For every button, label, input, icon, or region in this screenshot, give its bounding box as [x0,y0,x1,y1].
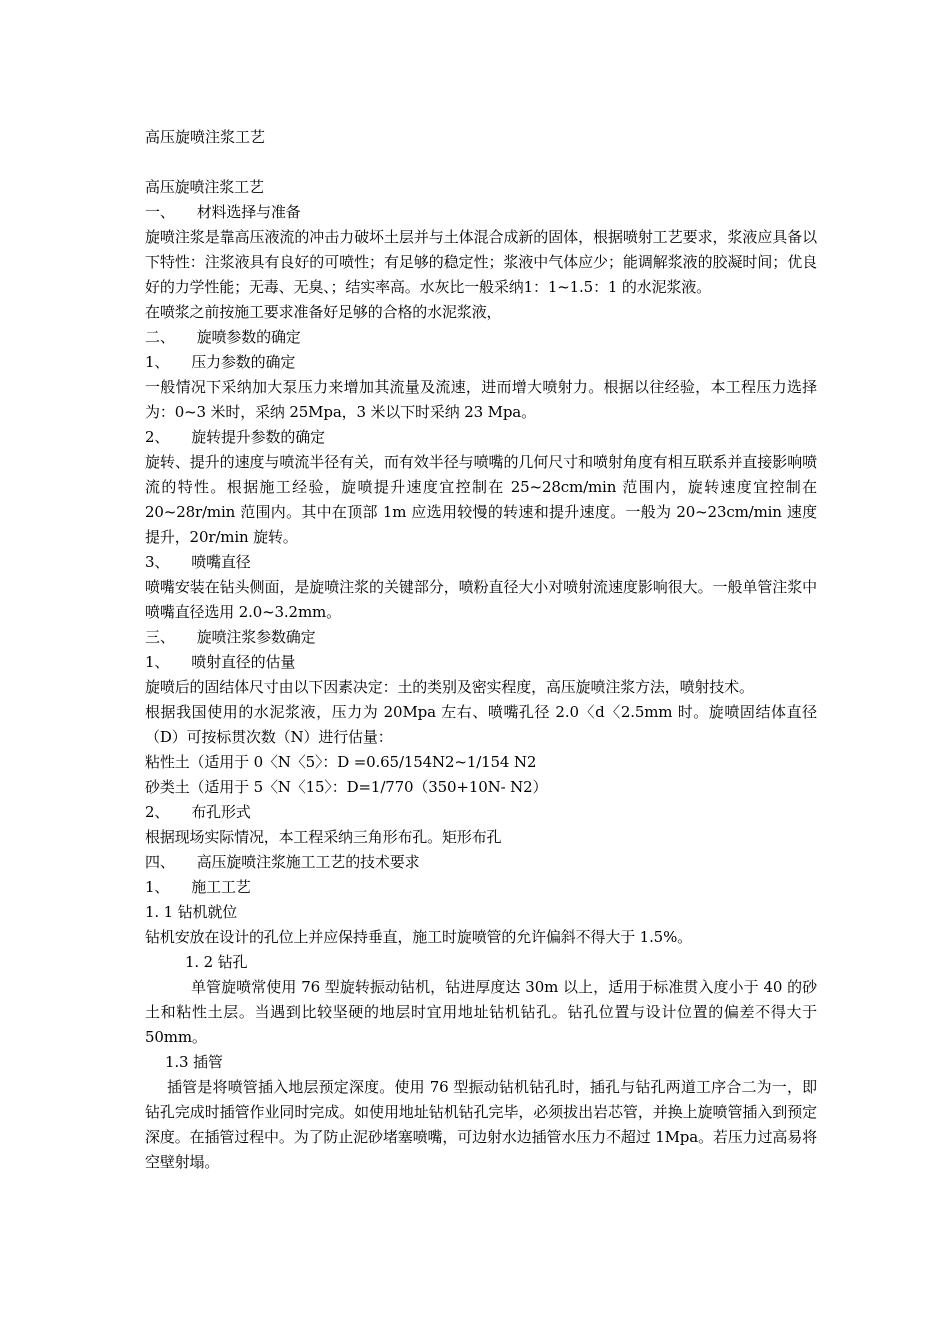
subsection-title: 压力参数的确定 [191,353,296,371]
paragraph: 插管是将喷管插入地层预定深度。使用 76 型振动钻机钻孔时，插孔与钻孔两道工序合二为一，即钻孔完成时插管作业同时完成。如使用地址钻机钻孔完毕，必须拔出岩芯管，并换上旋喷管插入到预定深度。在插管过程中。为了防止泥砂堵塞喷嘴，可边射水边插管水压力不超过 1Mpa。若压力过高易将空壁射塌。 [145,1078,817,1171]
subsection-title: 布孔形式 [191,803,251,821]
subsection-heading [145,350,817,375]
subsection-number: 2、 [145,803,170,821]
document-body [145,175,817,1175]
paragraph: 钻机安放在设计的孔位上并应保持垂直，施工时旋喷管的允许偏斜不得大于 1.5%。 [145,928,693,946]
document-subtitle: 高压旋喷注浆工艺 [145,178,264,196]
section-number: 二、 [145,328,175,346]
section-title: 旋喷参数的确定 [196,328,301,346]
section-number: 三、 [145,628,175,646]
sub-subsection-heading: 1. 1 钻机就位 [145,903,238,921]
paragraph: 根据现场实际情况，本工程采纳三角形布孔。矩形布孔 [145,828,502,846]
paragraph: 一般情况下采纳加大泵压力来增加其流量及流速，进而增大喷射力。根据以往经验，本工程压力选择为：0~3 米时，采纳 25Mpa，3 米以下时采纳 23 Mpa。 [145,378,817,421]
paragraph: 根据我国使用的水泥浆液，压力为 20Mpa 左右、喷嘴孔径 2.0〈d〈2.5mm 时。旋喷固结体直径（D）可按标贯次数（N）进行估量： [145,703,817,746]
section-title: 材料选择与准备 [196,203,301,221]
subsection-number: 3、 [145,553,170,571]
section-title: 旋喷注浆参数确定 [196,628,316,646]
paragraph: 旋喷后的固结体尺寸由以下因素决定：土的类别及密实程度，高压旋喷注浆方法，喷射技术。 [145,678,754,696]
subsection-number: 1、 [145,878,170,896]
paragraph: 在喷浆之前按施工要求准备好足够的合格的水泥浆液， [145,303,502,321]
sub-subsection-heading: 1.3 插管 [165,1053,223,1071]
section-heading-2 [145,325,817,350]
subsection-heading [145,550,817,575]
subsection-title: 旋转提升参数的确定 [191,428,325,446]
subsection-heading [145,425,817,450]
section-number: 一、 [145,203,175,221]
subsection-heading [145,875,817,900]
subsection-heading [145,800,817,825]
paragraph: 单管旋喷常使用 76 型旋转振动钻机，钻进厚度达 30m 以上，适用于标准贯入度小于 40 的砂土和粘性土层。当遇到比较坚硬的地层时宜用地址钻机钻孔。钻孔位置与设计位置的偏差不得大于 50mm。 [145,978,817,1046]
paragraph: 旋喷注浆是靠高压液流的冲击力破坏土层并与土体混合成新的固体，根据喷射工艺要求，浆液应具备以下特性：注浆液具有良好的可喷性；有足够的稳定性；浆液中气体应少；能调解浆液的胶凝时间；优良好的力学性能；无毒、无臭、；结实率高。水灰比一般采纳1：1~1.5：1 的水泥浆液。 [145,228,817,296]
subsection-number: 1、 [145,653,170,671]
subsection-title: 施工工艺 [191,878,251,896]
paragraph: 旋转、提升的速度与喷流半径有关，而有效半径与喷嘴的几何尺寸和喷射角度有相互联系并直接影响喷流的特性。根据施工经验，旋喷提升速度宜控制在 25~28cm/min 范围内，旋转速度宜控制在 20~28r/min 范围内。其中在顶部 1m 应选用较慢的转速和提升速度。一般为 20~23cm/min 速度提升，20r/min 旋转。 [145,453,817,546]
formula-line: 粘性土（适用于 0〈N〈5〉：D =0.65/154N2~1/154 N2 [145,753,537,771]
section-heading-3 [145,625,817,650]
subsection-heading [145,650,817,675]
subsection-title: 喷嘴直径 [191,553,251,571]
subsection-title: 喷射直径的估量 [191,653,296,671]
subsection-number: 1、 [145,353,170,371]
section-number: 四、 [145,853,175,871]
formula-line: 砂类土（适用于 5〈N〈15〉：D=1/770（350+10N- N2） [145,778,548,796]
section-heading-1 [145,200,817,225]
sub-subsection-heading: 1. 2 钻孔 [185,953,248,971]
document-title: 高压旋喷注浆工艺 [145,128,266,146]
section-title: 高压旋喷注浆施工工艺的技术要求 [196,853,420,871]
paragraph: 喷嘴安装在钻头侧面，是旋喷注浆的关键部分，喷粉直径大小对喷射流速度影响很大。一般单管注浆中喷嘴直径选用 2.0~3.2mm。 [145,578,817,621]
section-heading-4 [145,850,817,875]
subsection-number: 2、 [145,428,170,446]
